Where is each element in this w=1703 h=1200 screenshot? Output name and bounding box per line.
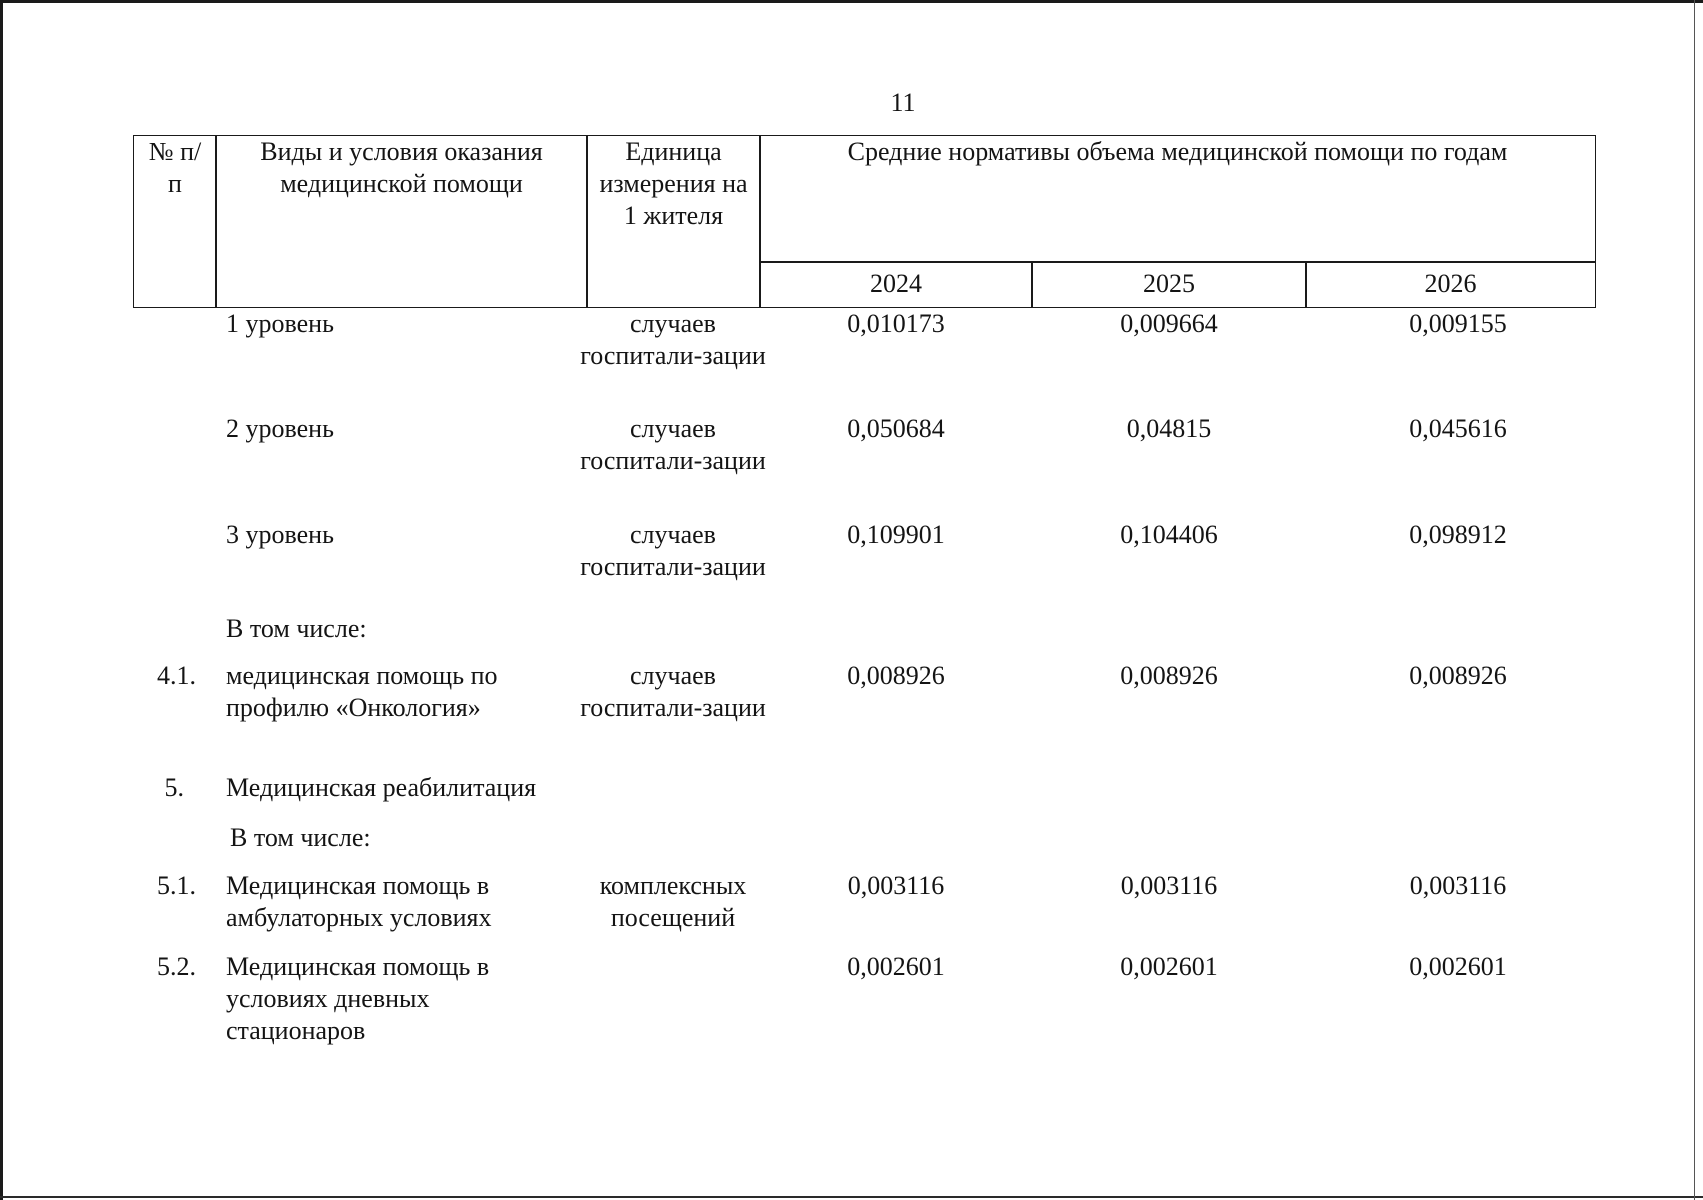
row-value-2024: 0,008926 — [847, 661, 945, 690]
scan-edge-right — [1694, 0, 1695, 1200]
row-value-2026: 0,002601 — [1409, 952, 1507, 981]
row-value-2024: 0,002601 — [847, 952, 945, 981]
header-unit-label: Единица измерения на 1 жителя — [599, 137, 748, 230]
row-number: 5.2. — [157, 952, 196, 981]
row-value-2026: 0,098912 — [1409, 520, 1507, 549]
row-value-2025: 0,104406 — [1120, 520, 1218, 549]
row-value-2025: 0,003116 — [1120, 871, 1218, 900]
row-unit: случаев госпитали-зации — [580, 414, 766, 475]
row-kind: В том числе: — [226, 614, 367, 643]
row-value-2024: 0,109901 — [847, 520, 945, 549]
row-value-2026: 0,045616 — [1409, 414, 1507, 443]
row-value-2026: 0,008926 — [1409, 661, 1507, 690]
header-year-2025: 2025 — [1143, 269, 1195, 298]
row-kind: Медицинская помощь в амбулаторных условиях — [226, 871, 492, 932]
row-value-2025: 0,002601 — [1120, 952, 1218, 981]
row-unit: случаев госпитали-зации — [580, 520, 766, 581]
row-value-2024: 0,050684 — [847, 414, 945, 443]
row-kind: Медицинская реабилитация — [226, 773, 537, 802]
row-kind: 2 уровень — [226, 414, 334, 443]
row-kind: В том числе: — [230, 823, 371, 852]
row-number: 4.1. — [157, 661, 196, 690]
scan-edge-top — [0, 0, 1703, 3]
row-value-2025: 0,04815 — [1126, 414, 1212, 443]
row-unit: случаев госпитали-зации — [580, 309, 766, 370]
row-kind: 3 уровень — [226, 520, 334, 549]
row-value-2024: 0,010173 — [847, 309, 945, 338]
row-value-2026: 0,003116 — [1409, 871, 1507, 900]
row-kind: Медицинская помощь в условиях дневных стационаров — [226, 952, 490, 1045]
header-year-2026: 2026 — [1424, 269, 1477, 298]
row-value-2025: 0,009664 — [1120, 309, 1218, 338]
row-number: 5. — [164, 773, 184, 802]
row-value-2025: 0,008926 — [1120, 661, 1218, 690]
row-value-2026: 0,009155 — [1409, 309, 1507, 338]
row-kind: медицинская помощь по профилю «Онкология» — [226, 661, 498, 722]
row-number: 5.1. — [157, 871, 196, 900]
row-unit: комплексных посещений — [599, 871, 747, 932]
scan-edge-left — [0, 0, 3, 1200]
header-num-label: № п/п — [148, 137, 202, 198]
row-value-2024: 0,003116 — [847, 871, 945, 900]
header-kind-label: Виды и условия оказания медицинской помощи — [260, 137, 543, 198]
row-kind: 1 уровень — [226, 309, 334, 338]
scan-edge-bottom — [0, 1196, 1703, 1198]
header-year-2024: 2024 — [870, 269, 922, 298]
row-unit: случаев госпитали-зации — [580, 661, 766, 722]
page-number: 11 — [890, 88, 916, 117]
header-group-label: Средние нормативы объема медицинской помощи по годам — [847, 137, 1508, 166]
